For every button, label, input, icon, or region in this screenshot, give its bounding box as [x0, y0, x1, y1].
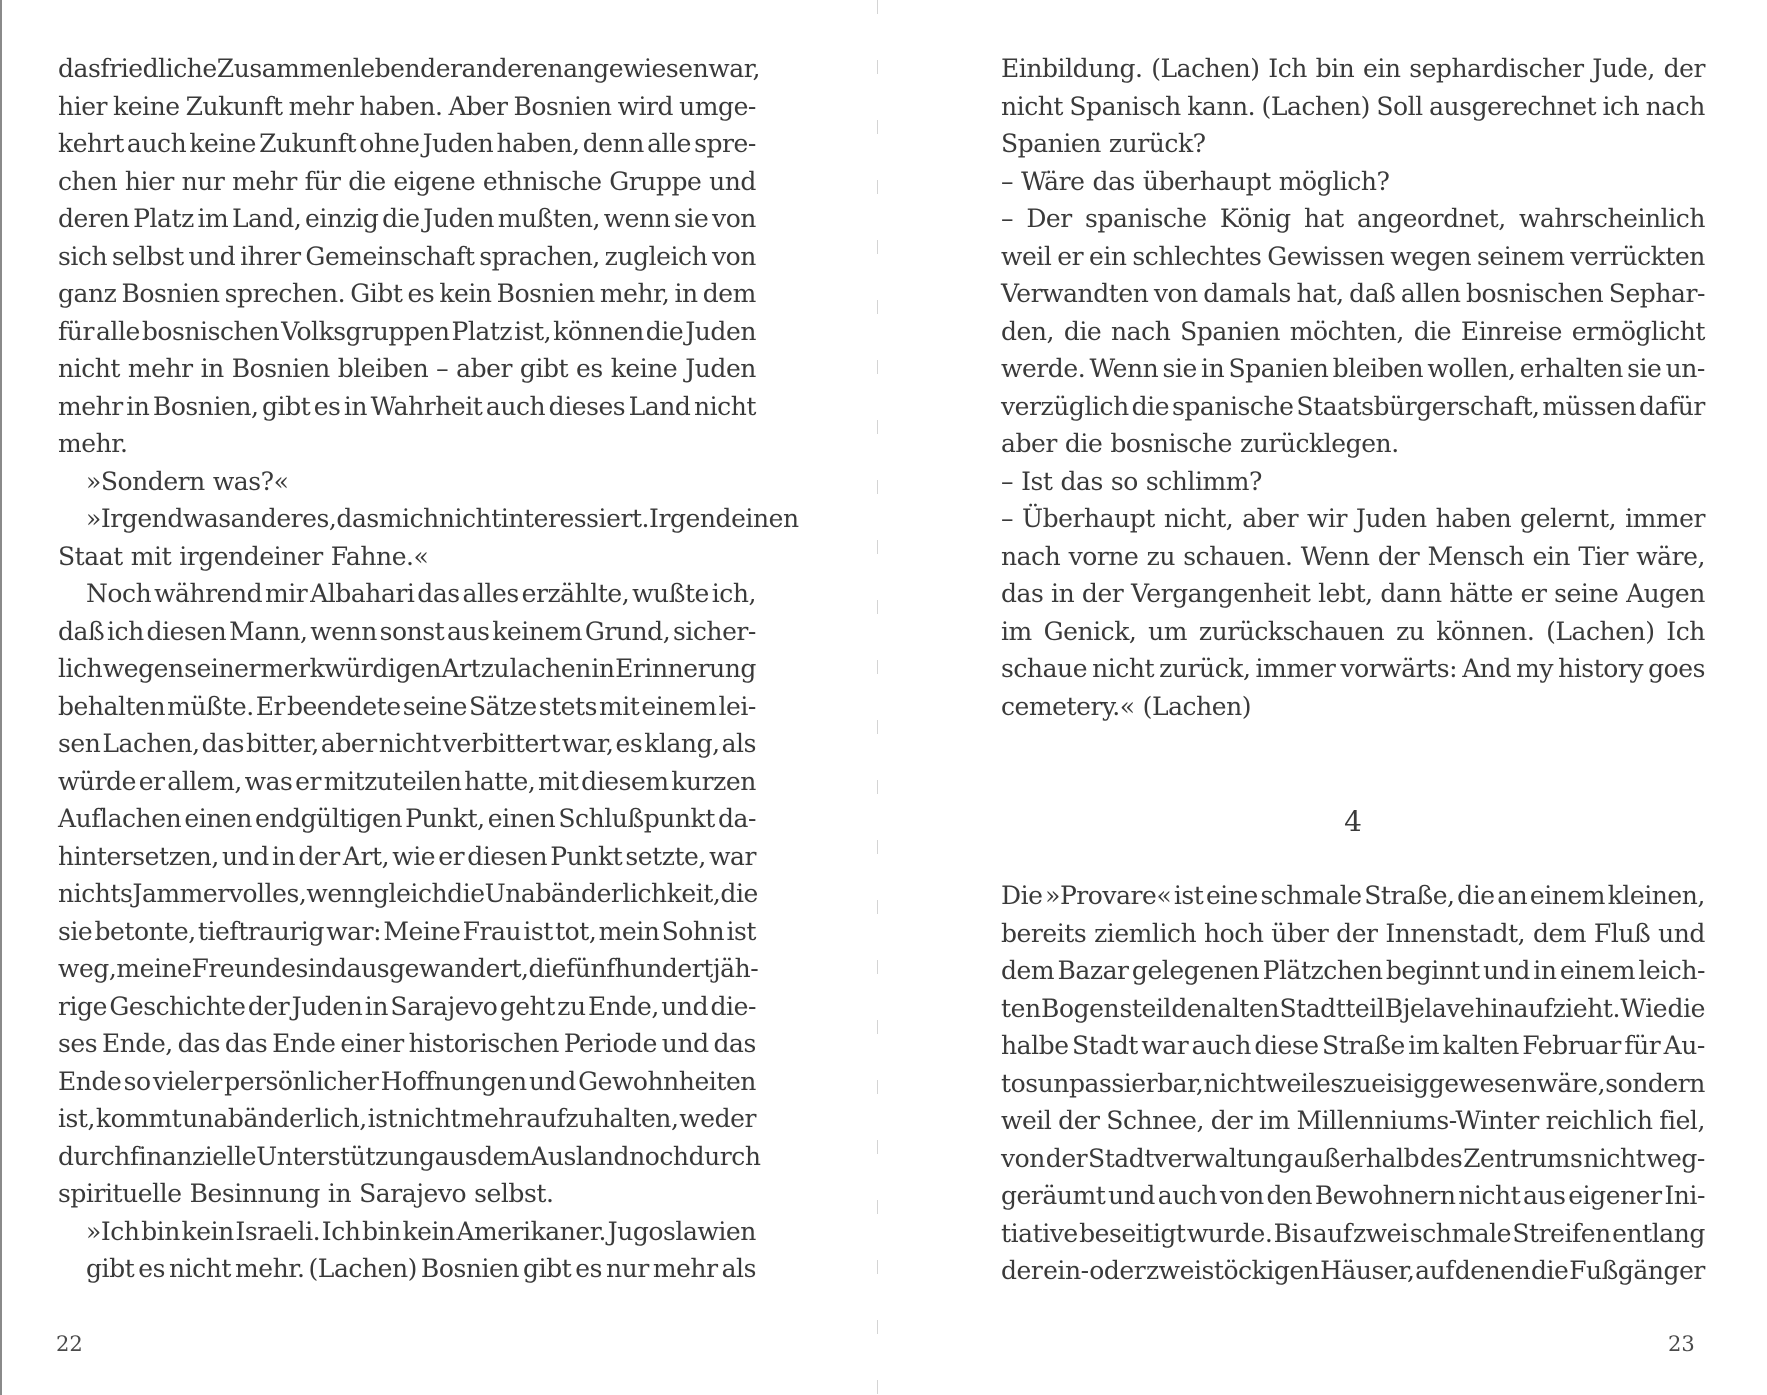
text-line: sen Lachen, das bitter, aber nicht verbittert war, es klang, als — [58, 729, 756, 758]
text-line: – Überhaupt nicht, aber wir Juden haben gelernt, immer — [1001, 504, 1705, 533]
text-line: – Ist das so schlimm? — [1001, 466, 1262, 496]
text-line: Verwandten von damals hat, daß allen bosnischen Sephar- — [1001, 279, 1705, 308]
text-line: weg, meine Freunde sind ausgewandert, die fünfhundertjäh- — [58, 954, 759, 983]
text-line: chen hier nur mehr für die eigene ethnische Gruppe und — [58, 166, 756, 196]
text-line: verzüglich die spanische Staatsbürgerschaft, müssen dafür — [1001, 391, 1705, 421]
text-line: Auflachen einen endgültigen Punkt, einen Schlußpunkt da- — [58, 804, 756, 833]
text-line: cemetery.« (Lachen) — [1001, 691, 1252, 721]
right-page-chapter-text — [1001, 877, 1705, 1290]
text-line: mehr. — [58, 429, 128, 458]
text-line: nach vorne zu schauen. Wenn der Mensch ein Tier wäre, — [1001, 541, 1705, 571]
text-line: Noch während mir Albahari das alles erzählte, wußte ich, — [86, 579, 756, 608]
text-line: Die »Provare« ist eine schmale Straße, die an einem kleinen, — [1001, 881, 1705, 910]
text-line: »Sondern was?« — [86, 466, 289, 496]
text-line: rige Geschichte der Juden in Sarajevo geht zu Ende, und die- — [58, 991, 756, 1021]
text-line: Einbildung. (Lachen) Ich bin ein sephardischer Jude, der — [1001, 54, 1705, 83]
text-line: »Ich bin kein Israeli. Ich bin kein Amerikaner. Jugoslawien — [86, 1216, 756, 1246]
text-line: im Genick, um zurückschauen zu können. (Lachen) Ich — [1001, 616, 1705, 646]
text-line: Staat mit irgendeiner Fahne.« — [58, 541, 429, 571]
text-line: ganz Bosnien sprechen. Gibt es kein Bosnien mehr, in dem — [58, 279, 756, 308]
text-line: Ende so vieler persönlicher Hoffnungen und Gewohnheiten — [58, 1066, 756, 1096]
text-line: sie betonte, tieftraurig war: Meine Frau ist tot, mein Sohn ist — [58, 916, 756, 946]
text-line: schaue nicht zurück, immer vorwärts: And my history goes — [1001, 654, 1705, 683]
text-line: spirituelle Besinnung in Sarajevo selbst. — [58, 1179, 554, 1208]
text-line: nichts Jammervolles, wenngleich die Unabänderlichkeit, die — [58, 879, 758, 908]
text-line: sich selbst und ihrer Gemeinschaft sprachen, zugleich von — [58, 241, 756, 271]
text-line: ses Ende, das das Ende einer historischen Periode und das — [58, 1029, 756, 1058]
text-line: behalten müßte. Er beendete seine Sätze stets mit einem lei- — [58, 691, 756, 721]
page-number-left: 22 — [56, 1332, 83, 1356]
text-line: – Der spanische König hat angeordnet, wahrscheinlich — [1001, 204, 1705, 233]
page-edge-shadow — [0, 0, 2, 1395]
text-line: bereits ziemlich hoch über der Innenstadt, dem Fluß und — [1001, 918, 1705, 948]
text-line: »Irgendwas anderes, das mich nicht interessiert. Irgendeinen — [86, 504, 799, 533]
text-line: daß ich diesen Mann, wenn sonst aus keinem Grund, sicher- — [58, 616, 756, 646]
text-line: ist, kommt unabänderlich, ist nicht mehr aufzuhalten, weder — [58, 1104, 756, 1133]
left-page-text — [58, 50, 799, 1288]
text-line: weil er ein schlechtes Gewissen wegen seinem verrückten — [1001, 241, 1705, 271]
text-line: weil der Schnee, der im Millenniums-Winter reichlich fiel, — [1001, 1106, 1705, 1135]
text-line: Spanien zurück? — [1001, 129, 1206, 158]
text-line: aber die bosnische zurücklegen. — [1001, 429, 1399, 458]
text-line: von der Stadtverwaltung außerhalb des Zentrums nicht weg- — [1001, 1143, 1705, 1173]
page-number-right: 23 — [1668, 1332, 1695, 1356]
text-line: nicht mehr in Bosnien bleiben – aber gibt es keine Juden — [58, 354, 756, 383]
text-line: tiative beseitigt wurde. Bis auf zwei schmale Streifen entlang — [1001, 1218, 1705, 1248]
text-line: kehrt auch keine Zukunft ohne Juden haben, denn alle spre- — [58, 129, 756, 158]
text-line: nicht Spanisch kann. (Lachen) Soll ausgerechnet ich nach — [1001, 91, 1705, 121]
text-line: lich wegen seiner merkwürdigen Art zu lachen in Erinnerung — [58, 654, 756, 683]
text-line: geräumt und auch von den Bewohnern nicht aus eigener Ini- — [1001, 1181, 1705, 1210]
text-line: werde. Wenn sie in Spanien bleiben wollen, erhalten sie un- — [1001, 354, 1705, 383]
text-line: – Wäre das überhaupt möglich? — [1001, 166, 1390, 196]
text-line: hintersetzen, und in der Art, wie er diesen Punkt setzte, war — [58, 841, 756, 871]
right-page-dialogue — [1001, 50, 1705, 725]
text-line: das friedliche Zusammenleben der anderen angewiesen war, — [58, 54, 760, 83]
text-line: der ein- oder zweistöckigen Häuser, auf denen die Fußgänger — [1001, 1256, 1705, 1285]
text-line: würde er allem, was er mitzuteilen hatte, mit diesem kurzen — [58, 766, 756, 796]
text-line: für alle bosnischen Volksgruppen Platz ist, können die Juden — [58, 316, 756, 346]
text-line: dem Bazar gelegenen Plätzchen beginnt und in einem leich- — [1001, 956, 1705, 985]
text-line: das in der Vergangenheit lebt, dann hätte er seine Augen — [1001, 579, 1705, 608]
text-line: halbe Stadt war auch diese Straße im kalten Februar für Au- — [1001, 1031, 1705, 1060]
text-line: durch finanzielle Unterstützung aus dem Ausland noch durch — [58, 1141, 761, 1171]
text-line: den, die nach Spanien möchten, die Einreise ermöglicht — [1001, 316, 1705, 346]
text-line: mehr in Bosnien, gibt es in Wahrheit auch dieses Land nicht — [58, 391, 756, 421]
book-gutter — [877, 0, 878, 1395]
text-line: deren Platz im Land, einzig die Juden mußten, wenn sie von — [58, 204, 756, 233]
text-line: gibt es nicht mehr. (Lachen) Bosnien gibt es nur mehr als — [86, 1254, 756, 1283]
text-line: tos unpassierbar, nicht weil es zu eisig gewesen wäre, sondern — [1001, 1068, 1705, 1098]
chapter-number: 4 — [1344, 805, 1362, 838]
text-line: ten Bogen steil den alten Stadtteil Bjelave hinaufzieht. Wie die — [1001, 993, 1705, 1023]
text-line: hier keine Zukunft mehr haben. Aber Bosnien wird umge- — [58, 91, 756, 121]
